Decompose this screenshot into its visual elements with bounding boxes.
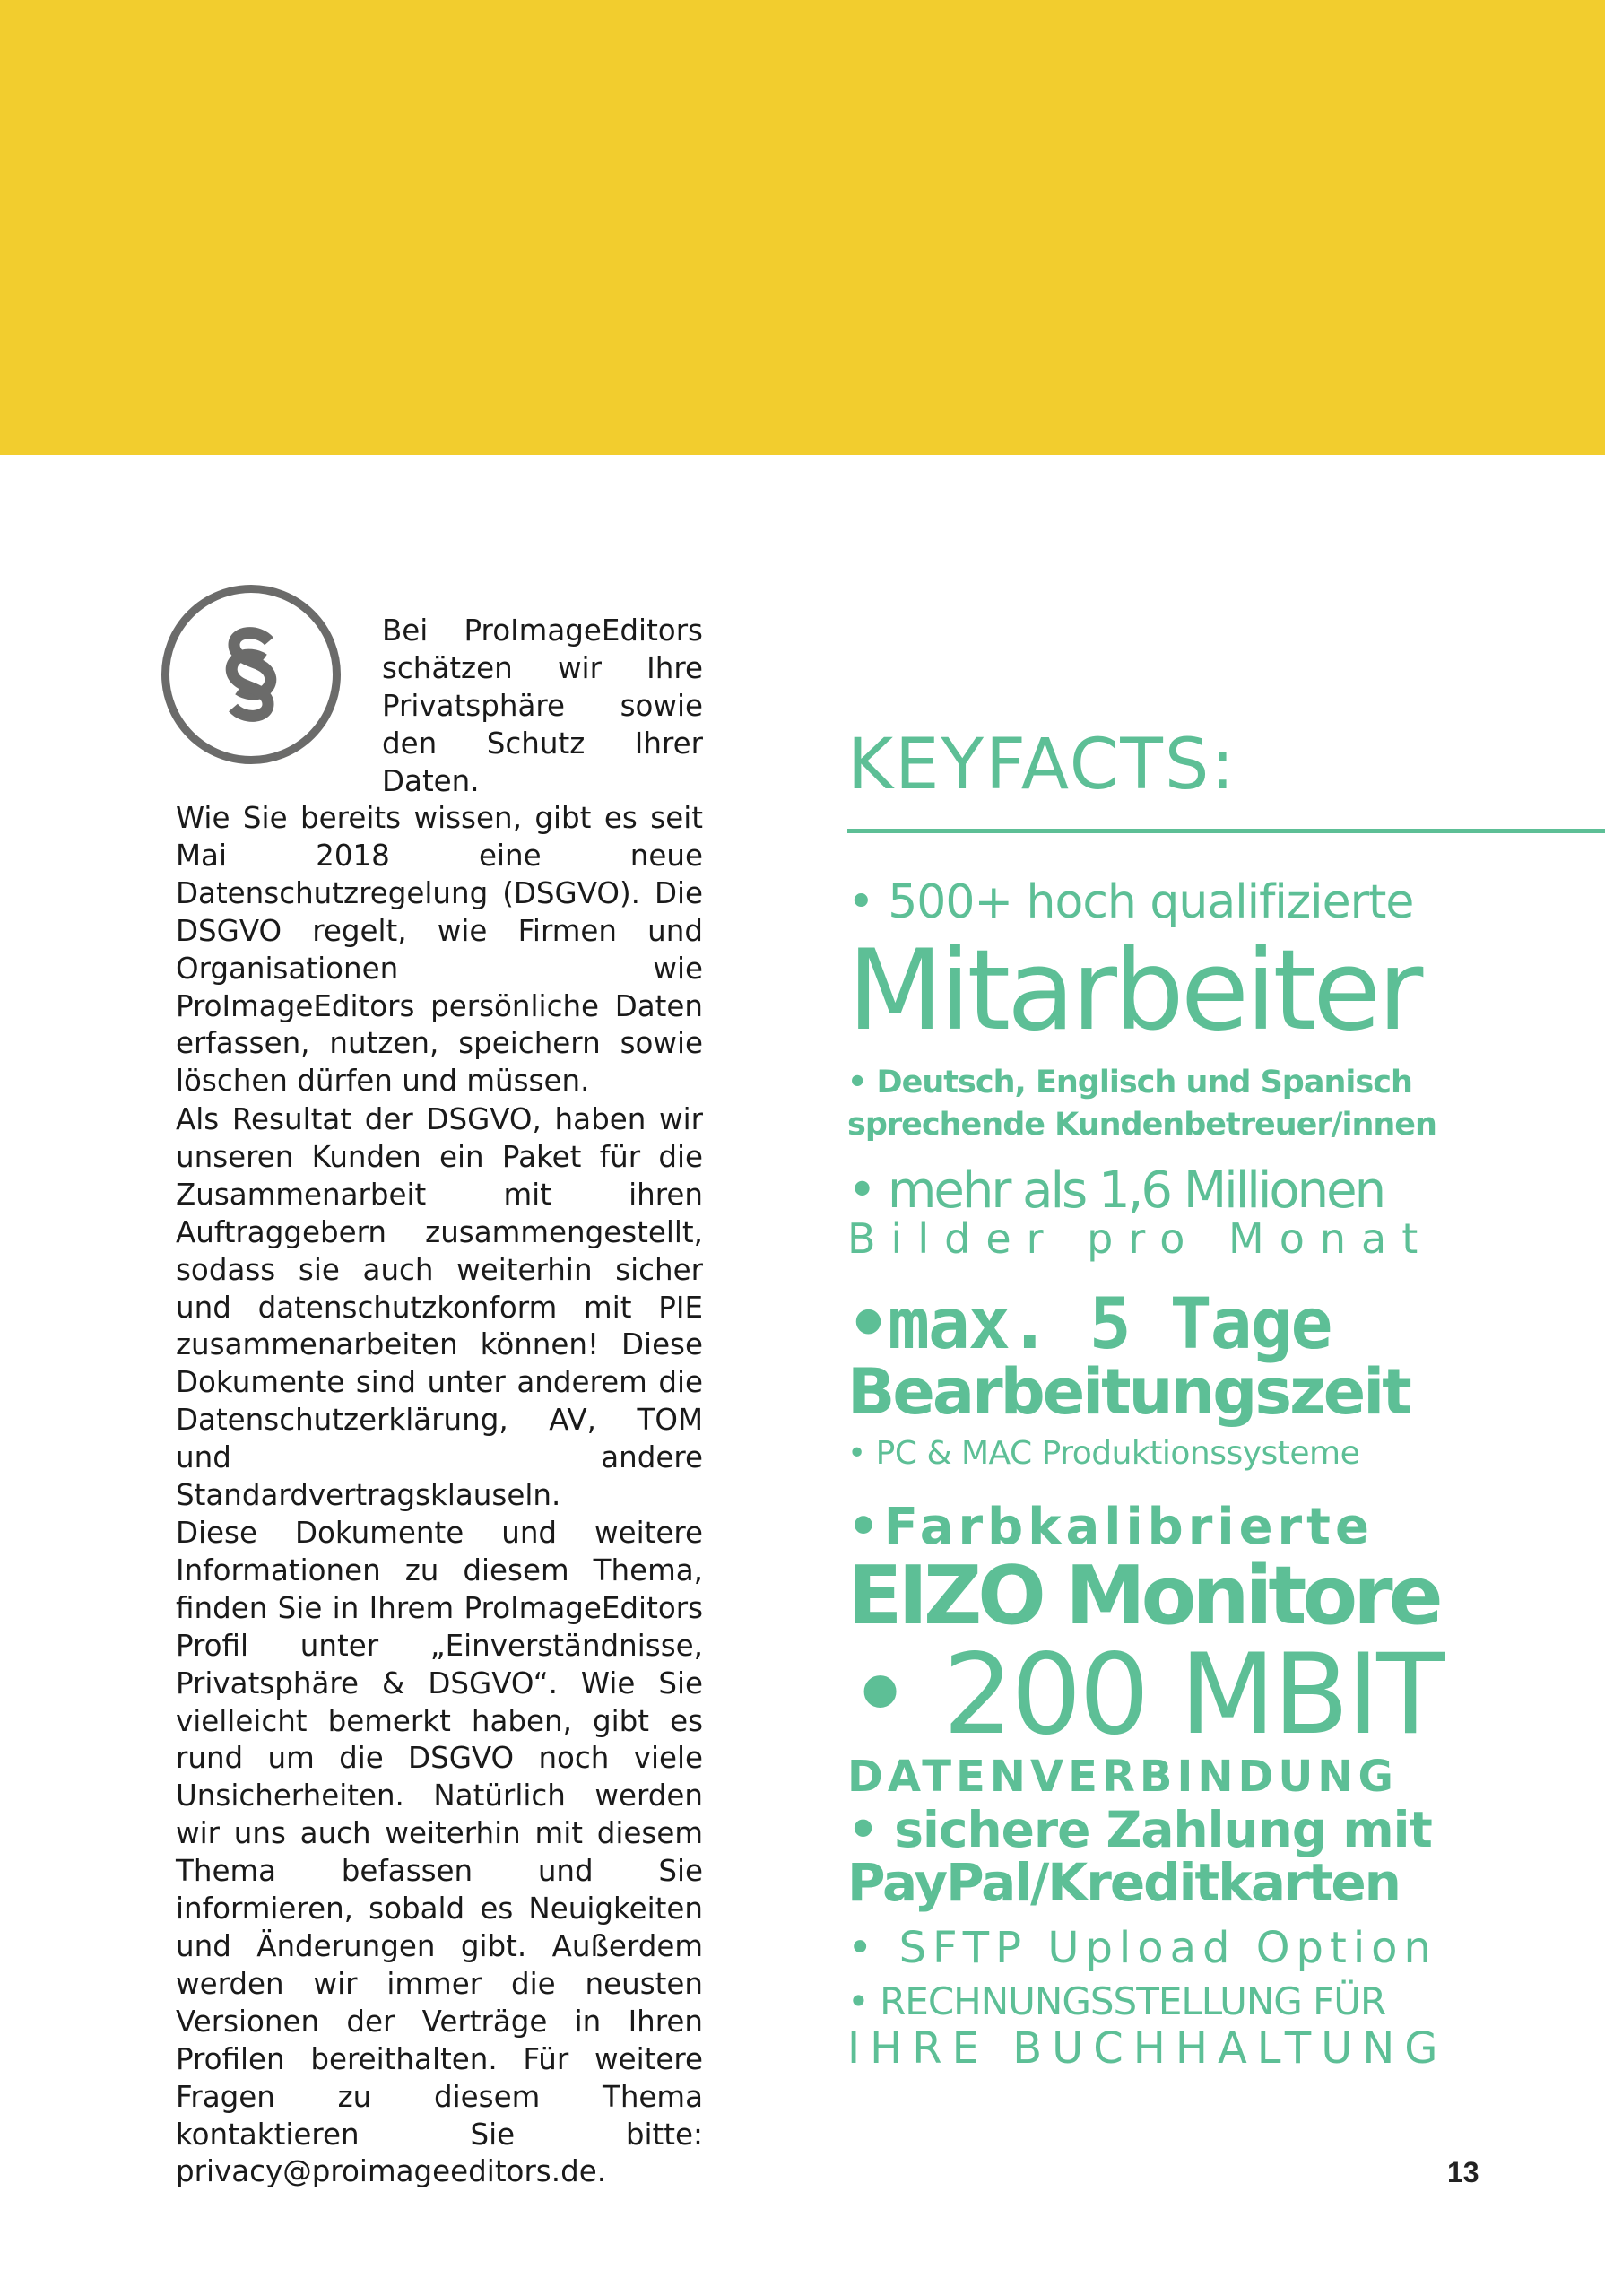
keyfact-monitors-line2: EIZO Monitore	[847, 1549, 1439, 1643]
body-paragraph: Wie Sie bereits wissen, gibt es seit Mai 2018 eine neue Datenschutzregelung (DSGVO). Die DSGVO regelt, wie Firmen und Organisationen wie ProImageEditors persönliche Daten erfassen, nutzen, speichern sowie löschen dürfen und müssen.	[176, 801, 703, 1099]
keyfacts-divider	[847, 829, 1605, 833]
keyfacts-heading: KEYFACTS:	[847, 725, 1236, 805]
keyfact-monitors-line1: •Farbkalibrierte	[847, 1498, 1374, 1556]
page-number: 13	[1447, 2156, 1479, 2188]
keyfact-invoice-line2: IHRE BUCHHALTUNG	[847, 2023, 1448, 2074]
body-paragraph: Diese Dokumente und weitere Informationen zu diesem Thema, finden Sie in Ihrem ProImageEditors Profil unter „Einverständnisse, Privatsphäre & DSGVO“. Wie Sie vielleicht bemerkt haben, gibt es rund um die DSGVO noch viele Unsicherheiten. Natürlich werden wir uns auch weiterhin mit diesem Thema befassen und Sie informieren, sobald es Neuigkeiten und Änderungen gibt. Außerdem werden wir immer die neusten Versionen der Verträge in Ihren Profilen bereithalten. Für weitere Fragen zu diesem Thema kontaktieren Sie bitte: privacy@proimageeditors.de.	[176, 1516, 703, 2189]
body-paragraph: Als Resultat der DSGVO, haben wir unseren Kunden ein Paket für die Zusammenarbeit mit ihren Auftraggebern zusammengestellt, sodass sie auch weiterhin sicher und datenschutzkonform mit PIE zusammenarbeiten können! Diese Dokumente sind unter anderem die Datenschutzerklärung, AV, TOM und andere Standardvertragsklauseln.	[176, 1102, 703, 1513]
keyfact-sftp: • SFTP Upload Option	[847, 1923, 1437, 1973]
keyfact-connection-line2: DATENVERBINDUNG	[847, 1752, 1398, 1802]
keyfact-turnaround-line2: Bearbeitungszeit	[847, 1355, 1410, 1429]
keyfact-invoice-line1: • RECHNUNGSSTELLUNG FÜR	[847, 1979, 1386, 2023]
section-sign-glyph	[169, 593, 333, 756]
keyfact-systems: • PC & MAC Produktionssysteme	[847, 1435, 1360, 1472]
section-sign-icon	[161, 585, 341, 764]
keyfact-payment-line2: PayPal/Kreditkarten	[847, 1852, 1400, 1913]
keyfact-employees-line2: Mitarbeiter	[847, 926, 1420, 1056]
keyfact-images-line2: Bilder pro Monat	[847, 1214, 1434, 1263]
keyfact-payment-line1: • sichere Zahlung mit	[847, 1801, 1432, 1858]
header-color-band	[0, 0, 1605, 455]
intro-text: Bei ProImageEditors schätzen wir Ihre Privatsphäre sowie den Schutz Ihrer Daten.	[382, 613, 703, 798]
keyfact-connection-line1: • 200 MBIT	[847, 1631, 1443, 1760]
keyfact-languages-line1: • Deutsch, Englisch und Spanisch	[847, 1065, 1412, 1100]
keyfact-images-line1: • mehr als 1,6 Millionen	[847, 1161, 1384, 1220]
keyfact-languages-line2: sprechende Kundenbetreuer/innen	[847, 1107, 1436, 1143]
keyfact-employees-line1: • 500+ hoch qualifizierte	[847, 875, 1414, 929]
keyfact-turnaround-line1: •max. 5 Tage	[847, 1284, 1332, 1365]
